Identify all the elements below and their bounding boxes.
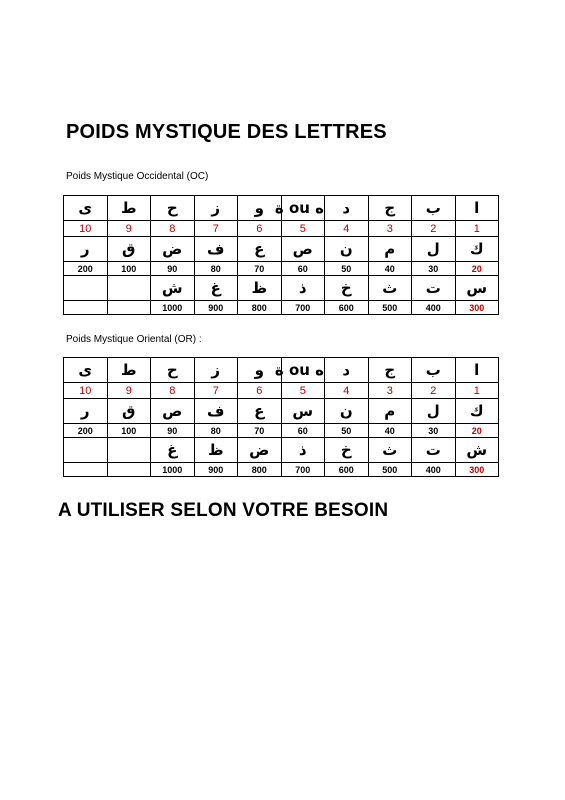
letter-cell: ع (238, 237, 282, 262)
weight-cell: 30 (412, 262, 456, 276)
letter-cell: ل (412, 237, 456, 262)
table-row-letters (64, 358, 499, 383)
letter-cell: و (238, 358, 282, 383)
letter-cell: ف (194, 237, 238, 262)
letter-cell: ث (368, 276, 412, 301)
occidental-subtitle: Poids Mystique Occidental (OC) (66, 171, 209, 182)
letter-cell: ر (64, 237, 108, 262)
letter-cell: ب (412, 358, 456, 383)
letter-cell: و (238, 196, 282, 221)
letter-cell: م (368, 237, 412, 262)
weight-cell: 50 (325, 262, 369, 276)
letter-cell: د (325, 358, 369, 383)
letter-cell: ذ (281, 438, 325, 463)
weight-cell: 9 (107, 221, 151, 237)
weight-cell: 70 (238, 424, 282, 438)
letter-cell: ر (64, 399, 108, 424)
weight-cell (107, 463, 151, 477)
letter-cell: ى (64, 196, 108, 221)
weight-cell: 800 (238, 301, 282, 315)
weight-cell: 8 (151, 383, 195, 399)
letter-cell: ن (325, 399, 369, 424)
table-row-letters (64, 196, 499, 221)
table-row-numbers (64, 262, 499, 276)
weight-cell: 700 (281, 301, 325, 315)
letter-cell: ج (368, 196, 412, 221)
letter-cell: ق (107, 399, 151, 424)
letter-cell: ك (455, 237, 499, 262)
weight-cell: 1000 (151, 463, 195, 477)
weight-cell: 70 (238, 262, 282, 276)
weight-cell: 600 (325, 301, 369, 315)
weight-cell: 7 (194, 383, 238, 399)
weight-cell: 6 (238, 383, 282, 399)
letter-cell: ز (194, 196, 238, 221)
letter-cell: ف (194, 399, 238, 424)
weight-cell: 100 (107, 262, 151, 276)
weight-cell: 4 (325, 383, 369, 399)
weight-cell: 200 (64, 424, 108, 438)
letter-cell: ص (281, 237, 325, 262)
letter-cell: ه ou ة (281, 358, 325, 383)
table-row-letters (64, 438, 499, 463)
letter-cell: غ (194, 276, 238, 301)
weight-cell: 60 (281, 424, 325, 438)
letter-cell: ح (151, 196, 195, 221)
weight-cell (64, 463, 108, 477)
letter-cell: خ (325, 438, 369, 463)
table-row-weights (64, 221, 499, 237)
weight-cell: 80 (194, 424, 238, 438)
letter-cell: ت (412, 438, 456, 463)
letter-cell: ط (107, 196, 151, 221)
weight-cell: 4 (325, 221, 369, 237)
letter-cell: ن (325, 237, 369, 262)
letter-cell: ه ou ة (281, 196, 325, 221)
letter-cell: ص (151, 399, 195, 424)
letter-cell: ث (368, 438, 412, 463)
weight-cell: 80 (194, 262, 238, 276)
weight-cell: 10 (64, 221, 108, 237)
letter-cell: ك (455, 399, 499, 424)
letter-cell: ط (107, 358, 151, 383)
table-row-numbers (64, 301, 499, 315)
weight-cell (107, 301, 151, 315)
weight-cell: 20 (455, 424, 499, 438)
weight-cell: 3 (368, 221, 412, 237)
letter-cell: ش (151, 276, 195, 301)
weight-cell: 20 (455, 262, 499, 276)
table-row-letters (64, 276, 499, 301)
letter-cell: ش (455, 438, 499, 463)
oriental-table (63, 357, 499, 477)
weight-cell: 60 (281, 262, 325, 276)
letter-cell (107, 276, 151, 301)
weight-cell: 600 (325, 463, 369, 477)
letter-cell: ز (194, 358, 238, 383)
letter-cell: ا (455, 196, 499, 221)
weight-cell: 3 (368, 383, 412, 399)
letter-cell: ب (412, 196, 456, 221)
weight-cell: 8 (151, 221, 195, 237)
weight-cell: 10 (64, 383, 108, 399)
weight-cell: 200 (64, 262, 108, 276)
weight-cell: 90 (151, 262, 195, 276)
letter-cell: ذ (281, 276, 325, 301)
letter-cell: د (325, 196, 369, 221)
table-row-letters (64, 399, 499, 424)
letter-cell: س (455, 276, 499, 301)
letter-cell: ا (455, 358, 499, 383)
letter-cell: ع (238, 399, 282, 424)
table-row-numbers (64, 463, 499, 477)
weight-cell: 400 (412, 301, 456, 315)
weight-cell: 500 (368, 463, 412, 477)
table-row-numbers (64, 424, 499, 438)
weight-cell: 5 (281, 221, 325, 237)
letter-cell (64, 438, 108, 463)
weight-cell: 700 (281, 463, 325, 477)
weight-cell: 7 (194, 221, 238, 237)
table-row-letters (64, 237, 499, 262)
letter-cell (64, 276, 108, 301)
weight-cell: 900 (194, 301, 238, 315)
weight-cell: 40 (368, 424, 412, 438)
weight-cell: 50 (325, 424, 369, 438)
weight-cell: 300 (455, 301, 499, 315)
weight-cell: 900 (194, 463, 238, 477)
weight-cell: 30 (412, 424, 456, 438)
letter-cell (107, 438, 151, 463)
weight-cell: 100 (107, 424, 151, 438)
oriental-subtitle: Poids Mystique Oriental (OR) : (66, 334, 202, 345)
weight-cell: 90 (151, 424, 195, 438)
weight-cell: 9 (107, 383, 151, 399)
weight-cell: 500 (368, 301, 412, 315)
footer-note: A UTILISER SELON VOTRE BESOIN (58, 500, 389, 521)
page-title: POIDS MYSTIQUE DES LETTRES (66, 121, 387, 143)
weight-cell: 1000 (151, 301, 195, 315)
letter-cell: غ (151, 438, 195, 463)
letter-cell: ض (151, 237, 195, 262)
letter-cell: ق (107, 237, 151, 262)
weight-cell: 1 (455, 383, 499, 399)
letter-cell: س (281, 399, 325, 424)
letter-cell: خ (325, 276, 369, 301)
weight-cell: 2 (412, 221, 456, 237)
weight-cell: 400 (412, 463, 456, 477)
weight-cell: 5 (281, 383, 325, 399)
letter-cell: ج (368, 358, 412, 383)
weight-cell: 300 (455, 463, 499, 477)
letter-cell: ض (238, 438, 282, 463)
weight-cell: 1 (455, 221, 499, 237)
weight-cell: 40 (368, 262, 412, 276)
letter-cell: ى (64, 358, 108, 383)
letter-cell: ظ (238, 276, 282, 301)
letter-cell: ل (412, 399, 456, 424)
weight-cell: 800 (238, 463, 282, 477)
letter-cell: ظ (194, 438, 238, 463)
letter-cell: ح (151, 358, 195, 383)
weight-cell (64, 301, 108, 315)
table-row-weights (64, 383, 499, 399)
letter-cell: ت (412, 276, 456, 301)
weight-cell: 6 (238, 221, 282, 237)
weight-cell: 2 (412, 383, 456, 399)
occidental-table (63, 195, 499, 315)
letter-cell: م (368, 399, 412, 424)
